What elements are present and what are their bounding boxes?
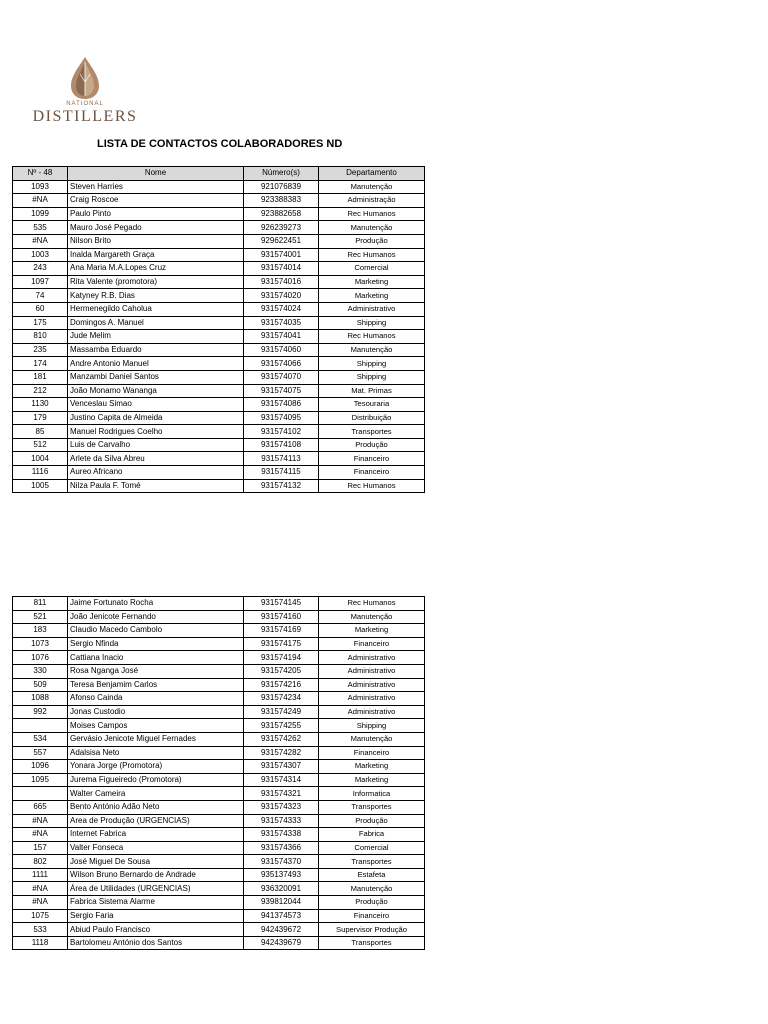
table-row <box>13 814 425 828</box>
employee-name-cell: Inalda Margareth Graça <box>68 248 244 262</box>
employee-number-cell: 533 <box>13 923 68 937</box>
department-cell: Estafeta <box>319 868 425 882</box>
employee-number-cell: 212 <box>13 384 68 398</box>
phone-number-cell: 931574001 <box>244 248 319 262</box>
employee-number-cell: #NA <box>13 828 68 842</box>
department-cell: Financeiro <box>319 746 425 760</box>
logo-small-text: NATIONAL <box>66 101 104 107</box>
employee-number-cell: 1097 <box>13 275 68 289</box>
employee-name-cell: Ana Maria M.A.Lopes Cruz <box>68 262 244 276</box>
employee-name-cell: Craig Roscoe <box>68 194 244 208</box>
employee-name-cell: Luis de Carvalho <box>68 438 244 452</box>
employee-name-cell: João Jenicote Fernando <box>68 610 244 624</box>
phone-number-cell: 931574249 <box>244 705 319 719</box>
phone-number-cell: 931574108 <box>244 438 319 452</box>
employee-name-cell: Arlete da Silva Abreu <box>68 452 244 466</box>
employee-name-cell: Wilson Bruno Bernardo de Andrade <box>68 868 244 882</box>
department-cell: Shipping <box>319 357 425 371</box>
employee-number-cell: 85 <box>13 425 68 439</box>
table-row <box>13 262 425 276</box>
employee-name-cell: Área de Utilidades (URGENCIAS) <box>68 882 244 896</box>
employee-name-cell: Mauro José Pegado <box>68 221 244 235</box>
table-header-row <box>13 167 425 181</box>
department-cell: Informatica <box>319 787 425 801</box>
employee-number-cell: 665 <box>13 800 68 814</box>
phone-number-cell: 931574262 <box>244 732 319 746</box>
national-distillers-logo <box>30 56 140 124</box>
table-row <box>13 610 425 624</box>
department-cell: Distribuição <box>319 411 425 425</box>
table-row <box>13 868 425 882</box>
employee-name-cell: Katyney R.B. Dias <box>68 289 244 303</box>
employee-number-cell: #NA <box>13 882 68 896</box>
employee-name-cell: Sergio Faria <box>68 909 244 923</box>
department-cell: Fabrica <box>319 828 425 842</box>
table-row <box>13 719 425 733</box>
employee-number-cell: 1075 <box>13 909 68 923</box>
department-cell: Shipping <box>319 719 425 733</box>
department-cell: Administração <box>319 194 425 208</box>
phone-number-cell: 931574115 <box>244 466 319 480</box>
employee-number-cell: 175 <box>13 316 68 330</box>
employee-number-cell: 811 <box>13 597 68 611</box>
employee-name-cell: Claudio Macedo Cambolo <box>68 624 244 638</box>
department-cell: Manutenção <box>319 610 425 624</box>
table-row <box>13 855 425 869</box>
phone-number-cell: 931574066 <box>244 357 319 371</box>
department-cell: Produção <box>319 896 425 910</box>
department-cell: Transportes <box>319 800 425 814</box>
phone-number-cell: 931574035 <box>244 316 319 330</box>
table-row <box>13 194 425 208</box>
table-row <box>13 882 425 896</box>
employee-name-cell: Massamba Eduardo <box>68 343 244 357</box>
table-row <box>13 452 425 466</box>
phone-number-cell: 931574102 <box>244 425 319 439</box>
department-cell: Marketing <box>319 289 425 303</box>
department-cell: Shipping <box>319 316 425 330</box>
employee-number-cell: 512 <box>13 438 68 452</box>
employee-name-cell: Jaime Fortunato Rocha <box>68 597 244 611</box>
contacts-table-2 <box>12 596 425 950</box>
employee-name-cell: Justino Capita de Almeida <box>68 411 244 425</box>
employee-number-cell: 1130 <box>13 398 68 412</box>
employee-number-cell: 535 <box>13 221 68 235</box>
table-row <box>13 705 425 719</box>
department-cell: Rec Humanos <box>319 248 425 262</box>
department-cell: Manutenção <box>319 221 425 235</box>
phone-number-cell: 926239273 <box>244 221 319 235</box>
table-row <box>13 678 425 692</box>
phone-number-cell: 931574075 <box>244 384 319 398</box>
employee-name-cell: Adalsisa Neto <box>68 746 244 760</box>
employee-number-cell: 509 <box>13 678 68 692</box>
phone-number-cell: 939812044 <box>244 896 319 910</box>
table-row <box>13 624 425 638</box>
table-row <box>13 597 425 611</box>
table-row <box>13 221 425 235</box>
employee-name-cell: Paulo Pinto <box>68 207 244 221</box>
employee-number-cell: 1116 <box>13 466 68 480</box>
department-cell: Produção <box>319 814 425 828</box>
employee-number-cell: 521 <box>13 610 68 624</box>
department-cell: Comercial <box>319 262 425 276</box>
employee-number-cell: 243 <box>13 262 68 276</box>
table-row <box>13 398 425 412</box>
phone-number-cell: 931574370 <box>244 855 319 869</box>
department-cell: Financeiro <box>319 637 425 651</box>
department-cell: Produção <box>319 234 425 248</box>
department-cell: Administrativo <box>319 705 425 719</box>
employee-name-cell: Manzambi Daniel Santos <box>68 370 244 384</box>
employee-name-cell: Steven Harries <box>68 180 244 194</box>
employee-name-cell: Walter Cameira <box>68 787 244 801</box>
table-row <box>13 732 425 746</box>
employee-number-cell: 330 <box>13 664 68 678</box>
table-row <box>13 316 425 330</box>
table-row <box>13 936 425 950</box>
department-cell: Transportes <box>319 936 425 950</box>
header-name: Nome <box>68 167 244 181</box>
employee-number-cell: 1076 <box>13 651 68 665</box>
employee-number-cell: #NA <box>13 814 68 828</box>
department-cell: Marketing <box>319 760 425 774</box>
employee-number-cell: 1073 <box>13 637 68 651</box>
employee-number-cell: 181 <box>13 370 68 384</box>
phone-number-cell: 931574014 <box>244 262 319 276</box>
department-cell: Supervisor Produção <box>319 923 425 937</box>
phone-number-cell: 931574145 <box>244 597 319 611</box>
department-cell: Manutenção <box>319 180 425 194</box>
employee-name-cell: Area de Produção (URGENCIAS) <box>68 814 244 828</box>
department-cell: Administrativo <box>319 692 425 706</box>
employee-number-cell <box>13 719 68 733</box>
employee-number-cell: #NA <box>13 194 68 208</box>
employee-name-cell: Cattiana Inacio <box>68 651 244 665</box>
employee-number-cell: 1088 <box>13 692 68 706</box>
phone-number-cell: 931574255 <box>244 719 319 733</box>
employee-name-cell: Manuel Rodrigues Coelho <box>68 425 244 439</box>
table-row <box>13 692 425 706</box>
department-cell: Marketing <box>319 773 425 787</box>
phone-number-cell: 931574070 <box>244 370 319 384</box>
department-cell: Transportes <box>319 425 425 439</box>
employee-name-cell: Gervásio Jenicote Miguel Fernades <box>68 732 244 746</box>
table-row <box>13 637 425 651</box>
table-row <box>13 746 425 760</box>
phone-number-cell: 931574175 <box>244 637 319 651</box>
table-row <box>13 466 425 480</box>
employee-name-cell: Moises Campos <box>68 719 244 733</box>
phone-number-cell: 931574366 <box>244 841 319 855</box>
phone-number-cell: 931574020 <box>244 289 319 303</box>
phone-number-cell: 923388383 <box>244 194 319 208</box>
employee-number-cell: 1095 <box>13 773 68 787</box>
phone-number-cell: 931574024 <box>244 302 319 316</box>
employee-number-cell: 183 <box>13 624 68 638</box>
page-title: LISTA DE CONTACTOS COLABORADORES ND <box>97 138 343 150</box>
table-row <box>13 841 425 855</box>
employee-number-cell: 174 <box>13 357 68 371</box>
employee-number-cell: 1005 <box>13 479 68 493</box>
table-row <box>13 330 425 344</box>
employee-name-cell: João Monamo Wananga <box>68 384 244 398</box>
phone-number-cell: 931574338 <box>244 828 319 842</box>
department-cell: Marketing <box>319 275 425 289</box>
table-row <box>13 370 425 384</box>
table-row <box>13 234 425 248</box>
department-cell: Transportes <box>319 855 425 869</box>
department-cell: Administrativo <box>319 664 425 678</box>
employee-number-cell <box>13 787 68 801</box>
phone-number-cell: 921076839 <box>244 180 319 194</box>
phone-number-cell: 931574016 <box>244 275 319 289</box>
employee-number-cell: 1099 <box>13 207 68 221</box>
table-row <box>13 207 425 221</box>
phone-number-cell: 931574323 <box>244 800 319 814</box>
table-row <box>13 773 425 787</box>
employee-name-cell: Teresa Benjamim Carlos <box>68 678 244 692</box>
table-row <box>13 664 425 678</box>
employee-name-cell: Bartolomeu António dos Santos <box>68 936 244 950</box>
phone-number-cell: 931574314 <box>244 773 319 787</box>
phone-number-cell: 931574132 <box>244 479 319 493</box>
employee-name-cell: Domingos A. Manuel <box>68 316 244 330</box>
department-cell: Shipping <box>319 370 425 384</box>
employee-number-cell: 1118 <box>13 936 68 950</box>
employee-name-cell: Jurema Figueiredo (Promotora) <box>68 773 244 787</box>
header-phone: Número(s) <box>244 167 319 181</box>
phone-number-cell: 931574086 <box>244 398 319 412</box>
department-cell: Manutenção <box>319 732 425 746</box>
phone-number-cell: 931574307 <box>244 760 319 774</box>
table-row <box>13 760 425 774</box>
drop-logo-icon <box>68 56 102 100</box>
employee-number-cell: 1111 <box>13 868 68 882</box>
employee-number-cell: #NA <box>13 896 68 910</box>
employee-name-cell: Rita Valente (promotora) <box>68 275 244 289</box>
department-cell: Financeiro <box>319 909 425 923</box>
employee-name-cell: Nilza Paula F. Tomé <box>68 479 244 493</box>
phone-number-cell: 931574321 <box>244 787 319 801</box>
employee-number-cell: 60 <box>13 302 68 316</box>
employee-name-cell: Hermenegildo Caholua <box>68 302 244 316</box>
phone-number-cell: 931574205 <box>244 664 319 678</box>
table-row <box>13 289 425 303</box>
employee-number-cell: 74 <box>13 289 68 303</box>
table-row <box>13 302 425 316</box>
employee-number-cell: 157 <box>13 841 68 855</box>
table-row <box>13 248 425 262</box>
table-row <box>13 343 425 357</box>
phone-number-cell: 941374573 <box>244 909 319 923</box>
table-row <box>13 651 425 665</box>
table-row <box>13 425 425 439</box>
employee-number-cell: 810 <box>13 330 68 344</box>
employee-name-cell: Venceslau Simao <box>68 398 244 412</box>
employee-name-cell: Afonso Cainda <box>68 692 244 706</box>
table-row <box>13 896 425 910</box>
table-row <box>13 787 425 801</box>
employee-number-cell: 1004 <box>13 452 68 466</box>
phone-number-cell: 942439672 <box>244 923 319 937</box>
phone-number-cell: 931574194 <box>244 651 319 665</box>
employee-number-cell: 992 <box>13 705 68 719</box>
department-cell: Rec Humanos <box>319 479 425 493</box>
table-row <box>13 923 425 937</box>
employee-number-cell: 802 <box>13 855 68 869</box>
department-cell: Comercial <box>319 841 425 855</box>
department-cell: Administrativo <box>319 651 425 665</box>
department-cell: Mat. Primas <box>319 384 425 398</box>
employee-number-cell: 1096 <box>13 760 68 774</box>
table-row <box>13 800 425 814</box>
employee-name-cell: Jude Melim <box>68 330 244 344</box>
table-row <box>13 384 425 398</box>
header-number: Nº - 48 <box>13 167 68 181</box>
department-cell: Rec Humanos <box>319 330 425 344</box>
department-cell: Manutenção <box>319 343 425 357</box>
phone-number-cell: 931574060 <box>244 343 319 357</box>
phone-number-cell: 931574113 <box>244 452 319 466</box>
department-cell: Rec Humanos <box>319 207 425 221</box>
employee-name-cell: Rosa Nganga José <box>68 664 244 678</box>
employee-name-cell: Nilson Brito <box>68 234 244 248</box>
employee-number-cell: 235 <box>13 343 68 357</box>
phone-number-cell: 931574169 <box>244 624 319 638</box>
department-cell: Marketing <box>319 624 425 638</box>
phone-number-cell: 929622451 <box>244 234 319 248</box>
table-row <box>13 479 425 493</box>
employee-name-cell: Internet Fabrica <box>68 828 244 842</box>
employee-number-cell: 534 <box>13 732 68 746</box>
table-row <box>13 357 425 371</box>
table-row <box>13 411 425 425</box>
employee-number-cell: 1093 <box>13 180 68 194</box>
employee-number-cell: 179 <box>13 411 68 425</box>
employee-name-cell: Jonas Custodio <box>68 705 244 719</box>
table-row <box>13 828 425 842</box>
phone-number-cell: 923882658 <box>244 207 319 221</box>
employee-name-cell: Fabrica Sistema Alarme <box>68 896 244 910</box>
phone-number-cell: 931574160 <box>244 610 319 624</box>
department-cell: Manutenção <box>319 882 425 896</box>
table-row <box>13 180 425 194</box>
table-row <box>13 909 425 923</box>
employee-name-cell: Yonara Jorge (Promotora) <box>68 760 244 774</box>
employee-number-cell: 557 <box>13 746 68 760</box>
department-cell: Financeiro <box>319 466 425 480</box>
header-department: Departamento <box>319 167 425 181</box>
phone-number-cell: 931574234 <box>244 692 319 706</box>
contacts-table-1 <box>12 166 425 493</box>
employee-name-cell: Valter Fonseca <box>68 841 244 855</box>
employee-number-cell: 1003 <box>13 248 68 262</box>
employee-name-cell: Andre Antonio Manuel <box>68 357 244 371</box>
phone-number-cell: 942439679 <box>244 936 319 950</box>
employee-name-cell: Aureo Africano <box>68 466 244 480</box>
employee-number-cell: #NA <box>13 234 68 248</box>
phone-number-cell: 931574333 <box>244 814 319 828</box>
table-row <box>13 438 425 452</box>
phone-number-cell: 935137493 <box>244 868 319 882</box>
phone-number-cell: 931574095 <box>244 411 319 425</box>
phone-number-cell: 931574282 <box>244 746 319 760</box>
department-cell: Financeiro <box>319 452 425 466</box>
phone-number-cell: 931574216 <box>244 678 319 692</box>
table-row <box>13 275 425 289</box>
employee-name-cell: Sergio Nfinda <box>68 637 244 651</box>
employee-name-cell: José Miguel De Sousa <box>68 855 244 869</box>
phone-number-cell: 931574041 <box>244 330 319 344</box>
employee-name-cell: Bento António Adão Neto <box>68 800 244 814</box>
employee-name-cell: Abiud Paulo Francisco <box>68 923 244 937</box>
department-cell: Produção <box>319 438 425 452</box>
department-cell: Tesouraria <box>319 398 425 412</box>
department-cell: Administrativo <box>319 302 425 316</box>
department-cell: Rec Humanos <box>319 597 425 611</box>
logo-big-text: DISTILLERS <box>32 108 138 125</box>
department-cell: Administrativo <box>319 678 425 692</box>
phone-number-cell: 936320091 <box>244 882 319 896</box>
